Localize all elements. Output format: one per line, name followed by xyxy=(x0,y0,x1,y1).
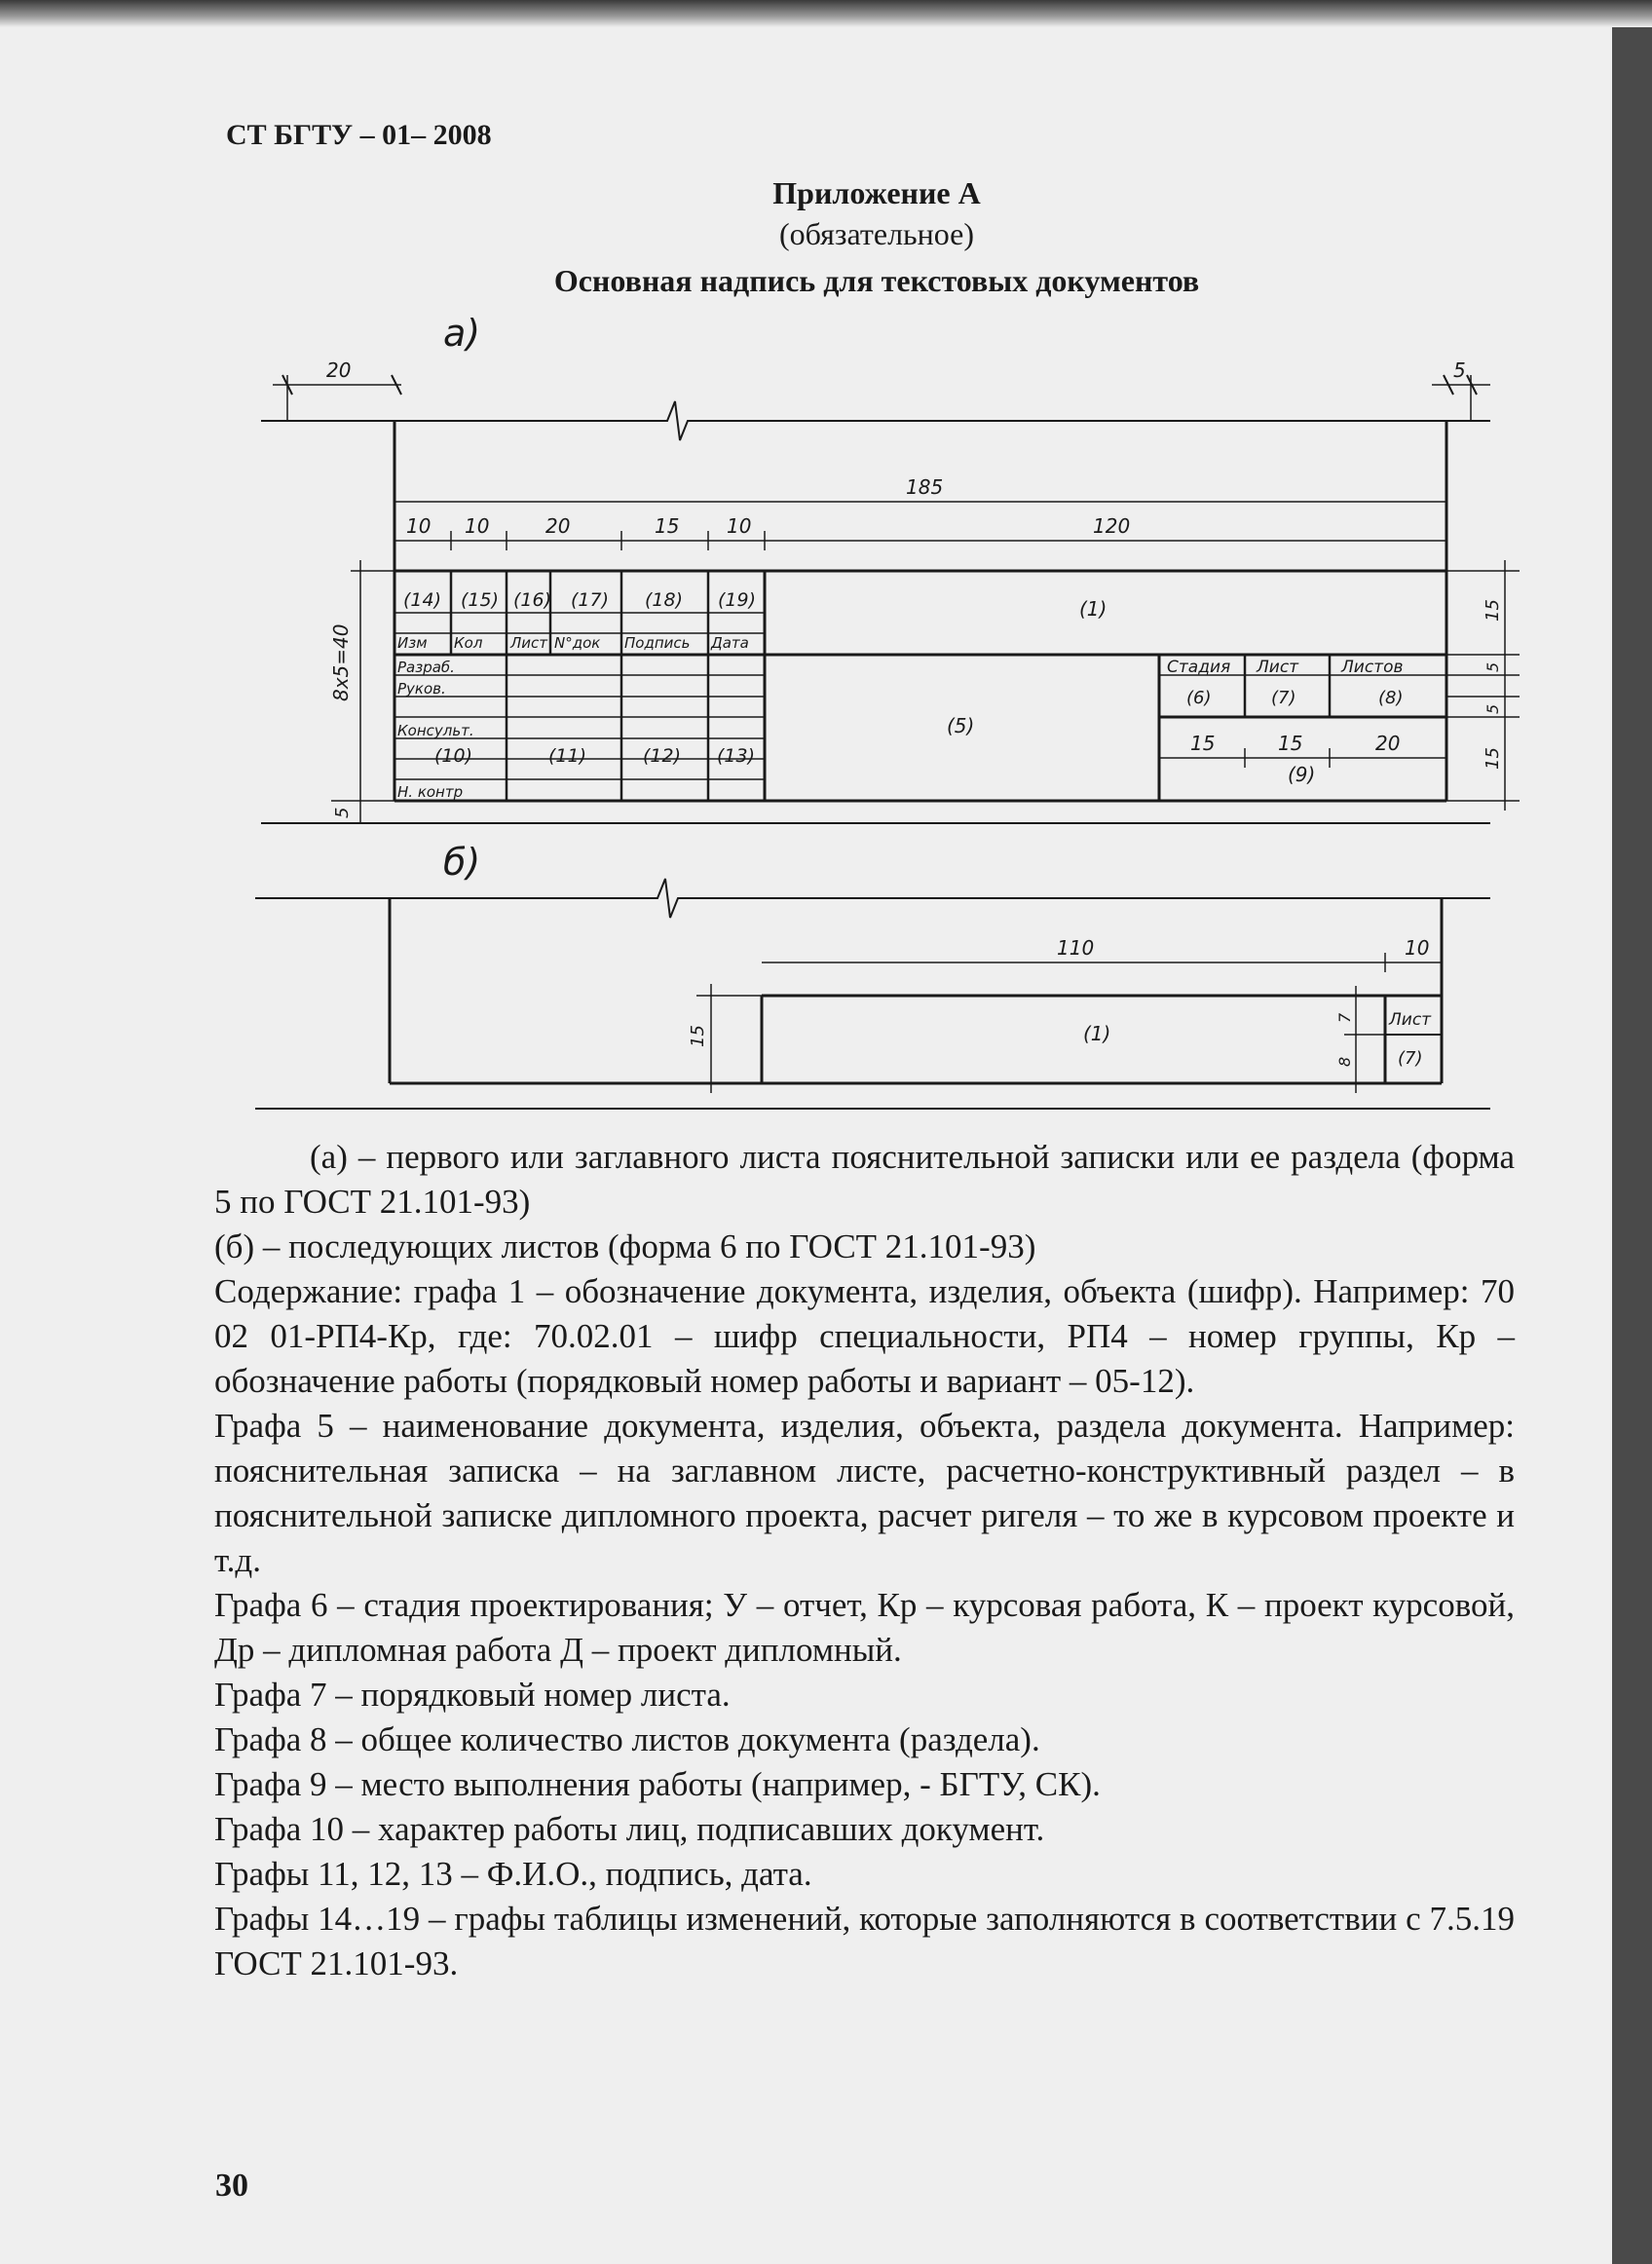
field-9: (9) xyxy=(1288,763,1316,786)
dim-right-5b: 5 xyxy=(1483,703,1502,714)
form-a-label: а) xyxy=(443,312,481,355)
dim-stage-20: 20 xyxy=(1375,732,1401,755)
paragraph-a: (а) – первого или заглавного листа пояснительной записки или ее раздела (форма 5 по ГОСТ 21.101-93) xyxy=(214,1138,1515,1221)
document-code: СТ БГТУ – 01– 2008 xyxy=(226,119,492,151)
col-label-podpis: Подпись xyxy=(624,634,691,652)
dim-185: 185 xyxy=(906,475,944,499)
graph-num-18: (18) xyxy=(645,589,684,611)
appendix-title: Приложение А xyxy=(772,175,981,210)
row-label-rukov: Руков. xyxy=(397,680,446,698)
dim-b-15: 15 xyxy=(688,1025,708,1047)
dim-5-bottom: 5 xyxy=(332,807,353,818)
paragraph-graphs-14-19: Графы 14…19 – графы таблицы изменений, которые заполняются в соответствии с 7.5.19 ГОСТ 21.101-93. xyxy=(214,1900,1515,1982)
graph-num-16: (16) xyxy=(513,589,552,611)
field-6: (6) xyxy=(1186,688,1212,708)
dim-right-5a: 5 xyxy=(1483,661,1502,672)
form-b-field-7: (7) xyxy=(1398,1048,1423,1069)
form-b-label: б) xyxy=(443,841,481,884)
paragraph-graph-5: Графа 5 – наименование документа, изделия, объекта, раздела документа. Например: пояснительная записка – на заглавном листе, расчетно-конструктивный раздел – в пояснительной записке дипломного проекта, расчет ригеля – то же в курсовом проекте и т.д. xyxy=(214,1407,1515,1579)
field-5: (5) xyxy=(947,714,975,737)
field-8: (8) xyxy=(1378,688,1404,708)
graph-num-14: (14) xyxy=(403,589,442,611)
col-label-list: Лист xyxy=(510,634,548,652)
dim-col-120: 120 xyxy=(1093,514,1131,538)
col-label-kol: Кол xyxy=(454,634,483,652)
dim-right-15b: 15 xyxy=(1483,747,1503,770)
paragraph-graph-7: Графа 7 – порядковый номер листа. xyxy=(214,1676,731,1714)
dim-col-10b: 10 xyxy=(465,514,490,538)
page-number: 30 xyxy=(215,2168,248,2204)
graph-num-17: (17) xyxy=(571,589,610,611)
section-title: Основная надпись для текстовых документов xyxy=(553,263,1200,298)
field-7: (7) xyxy=(1271,688,1296,708)
form-a-sheet-top-line xyxy=(261,401,1490,440)
dim-col-20: 20 xyxy=(545,514,571,538)
paragraph-b: (б) – последующих листов (форма 6 по ГОСТ 21.101-93) xyxy=(214,1227,1036,1265)
dim-5-right: 5 xyxy=(1453,358,1466,382)
paragraph-graph-9: Графа 9 – место выполнения работы (например, - БГТУ, СК). xyxy=(214,1765,1101,1803)
col-label-ndok: N°док xyxy=(554,634,601,652)
field-1: (1) xyxy=(1079,597,1108,621)
paragraph-graph-10: Графа 10 – характер работы лиц, подписавших документ. xyxy=(214,1810,1045,1848)
form-b-field-1: (1) xyxy=(1083,1022,1111,1045)
dim-b-8: 8 xyxy=(1335,1056,1354,1067)
stage-label: Стадия xyxy=(1167,658,1231,677)
dim-col-10a: 10 xyxy=(406,514,432,538)
dim-right-15a: 15 xyxy=(1483,599,1503,622)
field-13: (13) xyxy=(717,745,756,767)
paragraph-content: Содержание: графа 1 – обозначение документа, изделия, объекта (шифр). Например: 70 02 01-РП4-Кр, где: 70.02.01 – шифр специальности, РП4 – номер группы, Кр – обозначение работы (порядковый номер работы и вариант – 05-12). xyxy=(214,1272,1515,1400)
col-label-izm: Изм xyxy=(397,634,428,652)
dim-b-110: 110 xyxy=(1057,936,1095,960)
row-label-razrab: Разраб. xyxy=(397,659,455,676)
paragraph-graph-6: Графа 6 – стадия проектирования; У – отчет, Кр – курсовая работа, К – проект курсовой, Др – дипломная работа Д – проект дипломный. xyxy=(214,1586,1515,1669)
dim-b-7: 7 xyxy=(1335,1012,1354,1023)
graph-num-15: (15) xyxy=(461,589,500,611)
row-label-konsult: Консульт. xyxy=(397,722,474,739)
dim-col-10c: 10 xyxy=(727,514,752,538)
dim-8x5: 8х5=40 xyxy=(329,623,353,701)
field-10: (10) xyxy=(434,745,473,767)
appendix-status: (обязательное) xyxy=(779,216,974,251)
field-11: (11) xyxy=(548,745,587,767)
paragraph-graph-8: Графа 8 – общее количество листов документа (раздела). xyxy=(214,1720,1040,1758)
form-b-sheet-label: Лист xyxy=(1389,1010,1432,1030)
form-b-sheet-top-line xyxy=(255,879,1490,918)
dim-stage-15b: 15 xyxy=(1278,732,1303,755)
dim-stage-15a: 15 xyxy=(1190,732,1216,755)
row-label-nkontr: Н. контр xyxy=(397,783,464,801)
graph-num-19: (19) xyxy=(718,589,757,611)
dim-col-15: 15 xyxy=(655,514,680,538)
paragraph-graphs-11-13: Графы 11, 12, 13 – Ф.И.О., подпись, дата. xyxy=(214,1855,812,1893)
dim-20: 20 xyxy=(326,358,352,382)
dim-b-10: 10 xyxy=(1405,936,1430,960)
field-12: (12) xyxy=(643,745,682,767)
sheets-total-label: Листов xyxy=(1341,658,1404,677)
col-label-data: Дата xyxy=(711,634,749,652)
sheet-label: Лист xyxy=(1257,658,1299,677)
explanatory-text xyxy=(214,1135,1515,1986)
